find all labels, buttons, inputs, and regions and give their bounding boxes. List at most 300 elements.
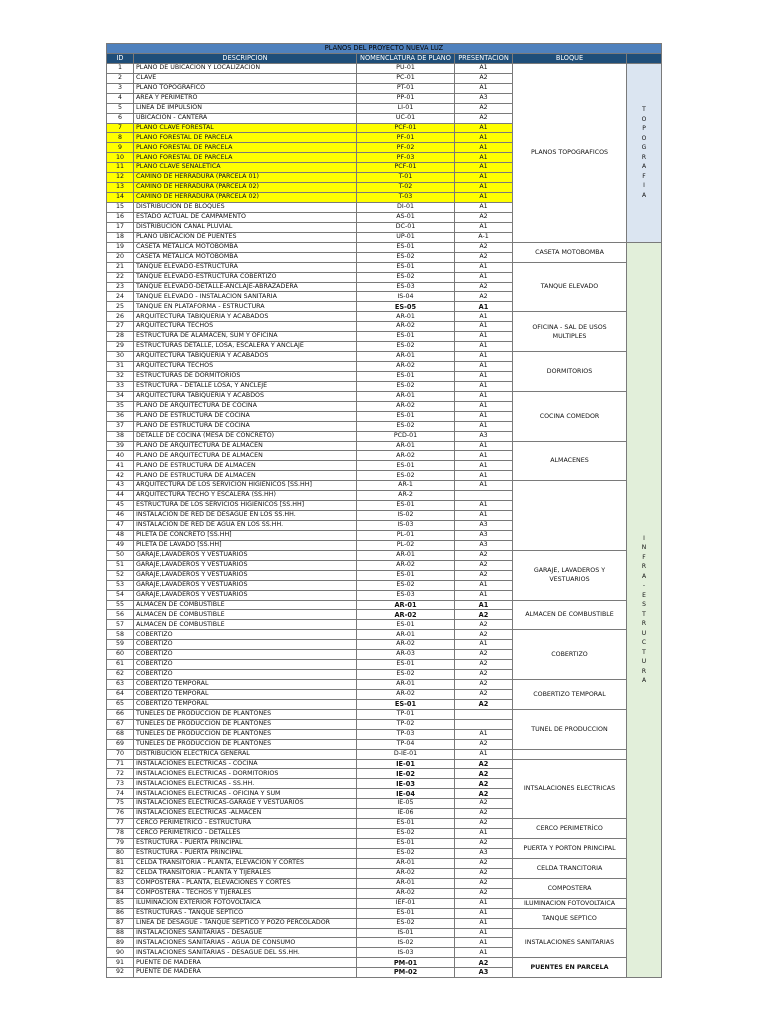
row-format: A1: [455, 322, 513, 332]
row-code: ES-01: [357, 839, 455, 849]
row-format: A1: [455, 441, 513, 451]
col-header-format: PRESENTACION: [455, 53, 513, 63]
row-format: A1: [455, 511, 513, 521]
row-description: UBICACION - CANTERA: [134, 113, 357, 123]
row-description: TUNELES DE PRODUCCION DE PLANTONES: [134, 719, 357, 729]
row-format: A1: [455, 421, 513, 431]
category-letter: A: [641, 572, 647, 580]
row-format: A2: [455, 739, 513, 749]
table-row: [107, 749, 662, 759]
row-description: PLANO FORESTAL DE PARCELA: [134, 133, 357, 143]
category-letter: T: [642, 648, 646, 656]
row-id: 82: [107, 868, 134, 878]
row-id: 48: [107, 530, 134, 540]
row-description: ARQUITECTURA TABIQUERIA Y ACABADOS: [134, 352, 357, 362]
row-format: [455, 491, 513, 501]
row-format: A1: [455, 590, 513, 600]
row-code: ES-03: [357, 282, 455, 292]
row-format: A2: [455, 789, 513, 799]
row-description: PLANO DE ESTRUCTURA DE COCINA: [134, 421, 357, 431]
row-format: A3: [455, 431, 513, 441]
row-description: ALMACEN DE COMBUSTIBLE: [134, 620, 357, 630]
row-description: COBERTIZO TEMPORAL: [134, 689, 357, 699]
row-code: IE-05: [357, 799, 455, 809]
row-description: PLANO DE ARQUITECTURA DE ALMACEN: [134, 441, 357, 451]
row-description: COMPOSTERA - TECHOS Y TIJERALES: [134, 888, 357, 898]
row-code: ES-05: [357, 302, 455, 312]
row-code: ES-02: [357, 471, 455, 481]
row-code: TP-04: [357, 739, 455, 749]
row-code: AR-02: [357, 689, 455, 699]
row-code: PP-01: [357, 93, 455, 103]
category-label: [627, 242, 662, 977]
row-id: 13: [107, 183, 134, 193]
row-id: 77: [107, 819, 134, 829]
row-code: ES-01: [357, 501, 455, 511]
block-label: DORMITORIOS: [513, 352, 627, 392]
category-letter: -: [642, 582, 646, 590]
row-format: A2: [455, 819, 513, 829]
row-id: 16: [107, 212, 134, 222]
row-code: AR-02: [357, 560, 455, 570]
row-id: 60: [107, 650, 134, 660]
row-description: CELDA TRANSITORIA - PLANTA, ELEVACION Y CORTES: [134, 858, 357, 868]
row-id: 61: [107, 660, 134, 670]
category-letter: I: [643, 534, 645, 542]
row-description: ESTRUCTURA - DETALLE LOSA, Y ANCLEJE: [134, 381, 357, 391]
row-format: A1: [455, 272, 513, 282]
row-description: DISTRIBUCION CANAL PLUVIAL: [134, 222, 357, 232]
row-description: COBERTIZO: [134, 650, 357, 660]
row-id: 81: [107, 858, 134, 868]
row-description: INSTALACIONES ELECTRICAS - COCINA: [134, 759, 357, 769]
row-id: 24: [107, 292, 134, 302]
table-row: [107, 600, 662, 610]
row-code: IS-03: [357, 948, 455, 958]
row-code: AR-01: [357, 441, 455, 451]
row-id: 58: [107, 630, 134, 640]
row-code: IE-03: [357, 779, 455, 789]
category-letter: O: [641, 134, 647, 142]
block-label: TANQUE SEPTICO: [513, 908, 627, 928]
row-description: ESTADO ACTUAL DE CAMPAMENTO: [134, 212, 357, 222]
row-id: 25: [107, 302, 134, 312]
row-code: PT-01: [357, 83, 455, 93]
category-letter: A: [641, 163, 647, 171]
row-description: PILETA DE LAVADO [SS.HH]: [134, 540, 357, 550]
row-description: LINEA DE IMPULSION: [134, 103, 357, 113]
col-header-code: NOMENCLATURA DE PLANO: [357, 53, 455, 63]
category-letter: E: [642, 591, 646, 599]
row-code: UP-01: [357, 232, 455, 242]
row-description: TUNELES DE PRODUCCION DE PLANTONES: [134, 709, 357, 719]
row-code: ES-02: [357, 421, 455, 431]
row-description: PLANO FORESTAL DE PARCELA: [134, 153, 357, 163]
category-letter: R: [641, 620, 647, 628]
block-label: ILUMINACION FOTOVOLTAICA: [513, 898, 627, 908]
table-row: [107, 550, 662, 560]
row-format: A1: [455, 729, 513, 739]
row-description: LINEA DE DESAGUE - TANQUE SEPTICO Y POZO PERCOLADOR: [134, 918, 357, 928]
row-description: TANQUE ELEVADO-ESTRUCTURA: [134, 262, 357, 272]
row-format: A2: [455, 570, 513, 580]
row-description: PLANO DE ESTRUCTURA DE ALMACEN: [134, 461, 357, 471]
row-code: PCF-01: [357, 123, 455, 133]
row-id: 64: [107, 689, 134, 699]
row-code: AR-02: [357, 640, 455, 650]
row-description: GARAJE,LAVADEROS Y VESTUARIOS: [134, 550, 357, 560]
row-code: TP-02: [357, 719, 455, 729]
col-header-block: BLOQUE: [513, 53, 627, 63]
table-row: [107, 958, 662, 968]
block-label: COBERTIZO TEMPORAL: [513, 680, 627, 710]
row-description: PILETA DE CONCRETO [SS.HH]: [134, 530, 357, 540]
row-description: CASETA METALICA MOTOBOMBA: [134, 242, 357, 252]
row-format: A1: [455, 928, 513, 938]
row-description: COBERTIZO: [134, 660, 357, 670]
table-row: [107, 709, 662, 719]
row-format: A1: [455, 471, 513, 481]
row-code: ES-02: [357, 670, 455, 680]
block-label: INSTALACIONES SANITARIAS: [513, 928, 627, 958]
row-code: AR-01: [357, 550, 455, 560]
row-code: ES-01: [357, 332, 455, 342]
row-id: 11: [107, 163, 134, 173]
row-format: A1: [455, 749, 513, 759]
row-id: 49: [107, 540, 134, 550]
category-letter: F: [642, 553, 646, 561]
block-label: GARAJE, LAVADEROS Y VESTUARIOS: [513, 550, 627, 600]
row-description: PUENTE DE MADERA: [134, 968, 357, 978]
row-id: 78: [107, 829, 134, 839]
row-format: A1: [455, 342, 513, 352]
col-header-category: [627, 53, 662, 63]
row-code: IE-01: [357, 759, 455, 769]
row-id: 36: [107, 411, 134, 421]
block-label: CASETA MOTOBOMBA: [513, 242, 627, 262]
row-code: ES-01: [357, 411, 455, 421]
row-description: TANQUE ELEVADO-ESTRUCTURA COBERTIZO: [134, 272, 357, 282]
row-format: A2: [455, 610, 513, 620]
row-format: A2: [455, 212, 513, 222]
row-code: TP-03: [357, 729, 455, 739]
row-code: PCD-01: [357, 431, 455, 441]
category-letter: R: [641, 563, 647, 571]
row-format: A2: [455, 550, 513, 560]
row-description: ARQUITECTURA TECHOS: [134, 362, 357, 372]
row-id: 44: [107, 491, 134, 501]
row-format: A3: [455, 848, 513, 858]
row-id: 74: [107, 789, 134, 799]
row-format: A1: [455, 381, 513, 391]
row-id: 18: [107, 232, 134, 242]
row-code: ES-01: [357, 242, 455, 252]
table-row: [107, 928, 662, 938]
row-description: PLANO DE ARQUITECTURA DE COCINA: [134, 401, 357, 411]
row-code: IS-02: [357, 511, 455, 521]
category-letter: S: [642, 601, 646, 609]
row-format: A3: [455, 530, 513, 540]
row-code: IEF-01: [357, 898, 455, 908]
row-description: PLANO CLAVE FORESTAL: [134, 123, 357, 133]
block-label: COCINA COMEDOR: [513, 391, 627, 441]
row-id: 70: [107, 749, 134, 759]
row-description: PLANO DE ESTRUCTURA DE COCINA: [134, 411, 357, 421]
row-format: A1: [455, 173, 513, 183]
row-format: A2: [455, 620, 513, 630]
row-description: INSTALACION DE RED DE AGUA EN LOS SS.HH.: [134, 521, 357, 531]
row-id: 33: [107, 381, 134, 391]
row-description: CAMINO DE HERRADURA (PARCELA 01): [134, 173, 357, 183]
category-letter: A: [641, 677, 647, 685]
block-label: CERCO PERIMETRÍCO: [513, 819, 627, 839]
row-description: COMPOSTERA - PLANTA, ELEVACIONES Y CORTES: [134, 878, 357, 888]
row-format: A1: [455, 203, 513, 213]
row-code: IE-02: [357, 769, 455, 779]
row-description: ESTRUCTURAS DETALLE, LOSA, ESCALERA Y ANCLAJE: [134, 342, 357, 352]
row-id: 38: [107, 431, 134, 441]
row-description: CAMINO DE HERRADURA (PARCELA 02): [134, 183, 357, 193]
row-format: A2: [455, 779, 513, 789]
row-format: A2: [455, 113, 513, 123]
row-code: PF-02: [357, 143, 455, 153]
category-letter: O: [641, 115, 647, 123]
row-id: 12: [107, 173, 134, 183]
row-description: ARQUITECTURA DE LOS SERVICION HIGIENICOS [SS.HH]: [134, 481, 357, 491]
row-code: PM-02: [357, 968, 455, 978]
row-description: INSTALACIONES ELECTRICAS - SS.HH.: [134, 779, 357, 789]
row-id: 85: [107, 898, 134, 908]
row-id: 57: [107, 620, 134, 630]
row-id: 2: [107, 73, 134, 83]
category-letter: C: [641, 639, 647, 647]
row-format: A1: [455, 302, 513, 312]
row-description: PUENTE DE MADERA: [134, 958, 357, 968]
row-format: A3: [455, 521, 513, 531]
row-id: 7: [107, 123, 134, 133]
row-code: ES-02: [357, 381, 455, 391]
row-description: ARQUITECTURA TABIQUERIA Y ACABDOS: [134, 391, 357, 401]
row-id: 86: [107, 908, 134, 918]
row-id: 76: [107, 809, 134, 819]
row-id: 79: [107, 839, 134, 849]
category-letter: T: [642, 610, 646, 618]
row-description: GARAJE,LAVADEROS Y VESTUARIOS: [134, 590, 357, 600]
row-description: DETALLE DE COCINA (MESA DE CONCRETO): [134, 431, 357, 441]
row-format: A1: [455, 83, 513, 93]
row-description: CERCO PERIMETRICO - DETALLES: [134, 829, 357, 839]
row-description: ILUMINACION EXTERIOR FOTOVOLTAICA: [134, 898, 357, 908]
row-format: A1: [455, 332, 513, 342]
table-row: [107, 819, 662, 829]
row-code: UC-01: [357, 113, 455, 123]
row-code: PF-01: [357, 133, 455, 143]
row-format: A2: [455, 759, 513, 769]
row-id: 21: [107, 262, 134, 272]
row-id: 42: [107, 471, 134, 481]
row-id: 10: [107, 153, 134, 163]
block-label: [513, 749, 627, 759]
row-format: A1: [455, 193, 513, 203]
row-code: D-IE-01: [357, 749, 455, 759]
row-code: AR-01: [357, 858, 455, 868]
row-format: A2: [455, 839, 513, 849]
row-description: GARAJE,LAVADEROS Y VESTUARIOS: [134, 570, 357, 580]
row-code: AS-01: [357, 212, 455, 222]
row-id: 67: [107, 719, 134, 729]
row-description: PLANO FORESTAL DE PARCELA: [134, 143, 357, 153]
row-code: AR-01: [357, 312, 455, 322]
row-description: AREA Y PERIMETRO: [134, 93, 357, 103]
row-format: A2: [455, 73, 513, 83]
row-format: A1: [455, 401, 513, 411]
row-format: A2: [455, 888, 513, 898]
block-label: PLANOS TOPOGRAFICOS: [513, 63, 627, 242]
category-letter: R: [641, 153, 647, 161]
category-letter: G: [641, 144, 647, 152]
row-description: ESTRUCTURAS - TANQUE SEPTICO: [134, 908, 357, 918]
row-code: PL-02: [357, 540, 455, 550]
category-letter: N: [641, 544, 647, 552]
row-description: PLANO DE ARQUITECTURA DE ALMACEN: [134, 451, 357, 461]
row-id: 84: [107, 888, 134, 898]
row-id: 17: [107, 222, 134, 232]
row-code: TP-01: [357, 709, 455, 719]
row-code: ES-02: [357, 342, 455, 352]
row-format: A2: [455, 958, 513, 968]
block-label: OFICINA - SAL DE USOS MULTIPLES: [513, 312, 627, 352]
row-code: ES-02: [357, 580, 455, 590]
row-code: AR-02: [357, 610, 455, 620]
table-row: [107, 391, 662, 401]
row-description: PLANO DE UBICACIÓN Y LOCALIZACION: [134, 63, 357, 73]
row-id: 29: [107, 342, 134, 352]
row-description: TANQUE EN PLATAFORMA - ESTRUCTURA: [134, 302, 357, 312]
row-id: 91: [107, 958, 134, 968]
row-code: AR-01: [357, 878, 455, 888]
row-id: 28: [107, 332, 134, 342]
row-code: AR-01: [357, 600, 455, 610]
block-label: COBERTIZO: [513, 630, 627, 680]
row-description: INSTALACIONES ELECTRICAS - OFICINA Y SUM: [134, 789, 357, 799]
row-description: DISTRIBUCION DE BLOQUES: [134, 203, 357, 213]
row-description: CLAVE: [134, 73, 357, 83]
row-code: ES-01: [357, 620, 455, 630]
row-format: A2: [455, 650, 513, 660]
row-code: AR-02: [357, 451, 455, 461]
row-id: 73: [107, 779, 134, 789]
row-description: TANQUE ELEVADO-DETALLE-ANCLAJE-ABRAZADERA: [134, 282, 357, 292]
row-id: 9: [107, 143, 134, 153]
row-format: A2: [455, 242, 513, 252]
row-id: 46: [107, 511, 134, 521]
row-id: 1: [107, 63, 134, 73]
row-code: ES-01: [357, 461, 455, 471]
row-format: A2: [455, 630, 513, 640]
row-format: [455, 709, 513, 719]
row-code: AR-02: [357, 868, 455, 878]
row-id: 15: [107, 203, 134, 213]
row-id: 41: [107, 461, 134, 471]
table-row: [107, 63, 662, 73]
row-format: [455, 719, 513, 729]
row-code: IE-06: [357, 809, 455, 819]
row-format: A2: [455, 252, 513, 262]
category-letter: U: [641, 629, 647, 637]
row-format: A3: [455, 93, 513, 103]
col-header-id: ID: [107, 53, 134, 63]
row-id: 69: [107, 739, 134, 749]
row-code: ES-01: [357, 660, 455, 670]
category-letter: T: [642, 106, 646, 114]
row-code: AR-02: [357, 401, 455, 411]
row-id: 34: [107, 391, 134, 401]
row-description: TANQUE ELEVADO - INSTALACION SANITARIA: [134, 292, 357, 302]
row-id: 35: [107, 401, 134, 411]
table-row: [107, 878, 662, 888]
row-id: 22: [107, 272, 134, 282]
row-description: INSTALACIONES SANITARIAS - DESAGUE DEL SS.HH.: [134, 948, 357, 958]
block-label: PUERTA Y PORTON PRINCIPAL: [513, 839, 627, 859]
row-code: AR-02: [357, 362, 455, 372]
row-code: IE-04: [357, 789, 455, 799]
row-code: AR-02: [357, 322, 455, 332]
table-row: [107, 481, 662, 491]
table-row: [107, 839, 662, 849]
row-id: 59: [107, 640, 134, 650]
row-description: GARAJE,LAVADEROS Y VESTUARIOS: [134, 580, 357, 590]
table-row: [107, 908, 662, 918]
row-description: ALMACEN DE COMBUSTIBLE: [134, 610, 357, 620]
row-id: 62: [107, 670, 134, 680]
row-format: A1: [455, 222, 513, 232]
row-code: ES-01: [357, 908, 455, 918]
row-id: 66: [107, 709, 134, 719]
row-format: A2: [455, 878, 513, 888]
row-code: T-03: [357, 193, 455, 203]
row-id: 4: [107, 93, 134, 103]
row-code: PC-01: [357, 73, 455, 83]
row-code: AR-03: [357, 650, 455, 660]
row-description: ARQUITECTURA TABIQUERIA Y ACABADOS: [134, 312, 357, 322]
row-id: 8: [107, 133, 134, 143]
row-id: 31: [107, 362, 134, 372]
row-format: A1: [455, 898, 513, 908]
row-description: ESTRUCTURA - PUERTA PRINCIPAL: [134, 839, 357, 849]
row-description: TUNELES DE PRODUCCION DE PLANTONES: [134, 739, 357, 749]
row-description: PLANO DE ESTRUCTURA DE ALMACEN: [134, 471, 357, 481]
row-description: INSTALACIONES SANITARIAS - DESAGUE: [134, 928, 357, 938]
category-letter: U: [641, 658, 647, 666]
table-row: [107, 352, 662, 362]
row-code: AR-02: [357, 888, 455, 898]
table-row: [107, 759, 662, 769]
row-code: AR-01: [357, 680, 455, 690]
row-code: ES-01: [357, 819, 455, 829]
category-letter: I: [643, 182, 645, 190]
row-format: A2: [455, 769, 513, 779]
block-label: ALMACENES: [513, 441, 627, 481]
category-label: [627, 63, 662, 242]
row-format: A1: [455, 143, 513, 153]
row-id: 51: [107, 560, 134, 570]
row-id: 72: [107, 769, 134, 779]
category-letter: F: [642, 172, 646, 180]
row-format: A1: [455, 938, 513, 948]
table-row: [107, 858, 662, 868]
row-description: ALMACEN DE COMBUSTIBLE: [134, 600, 357, 610]
block-label: TANQUE ELEVADO: [513, 262, 627, 312]
